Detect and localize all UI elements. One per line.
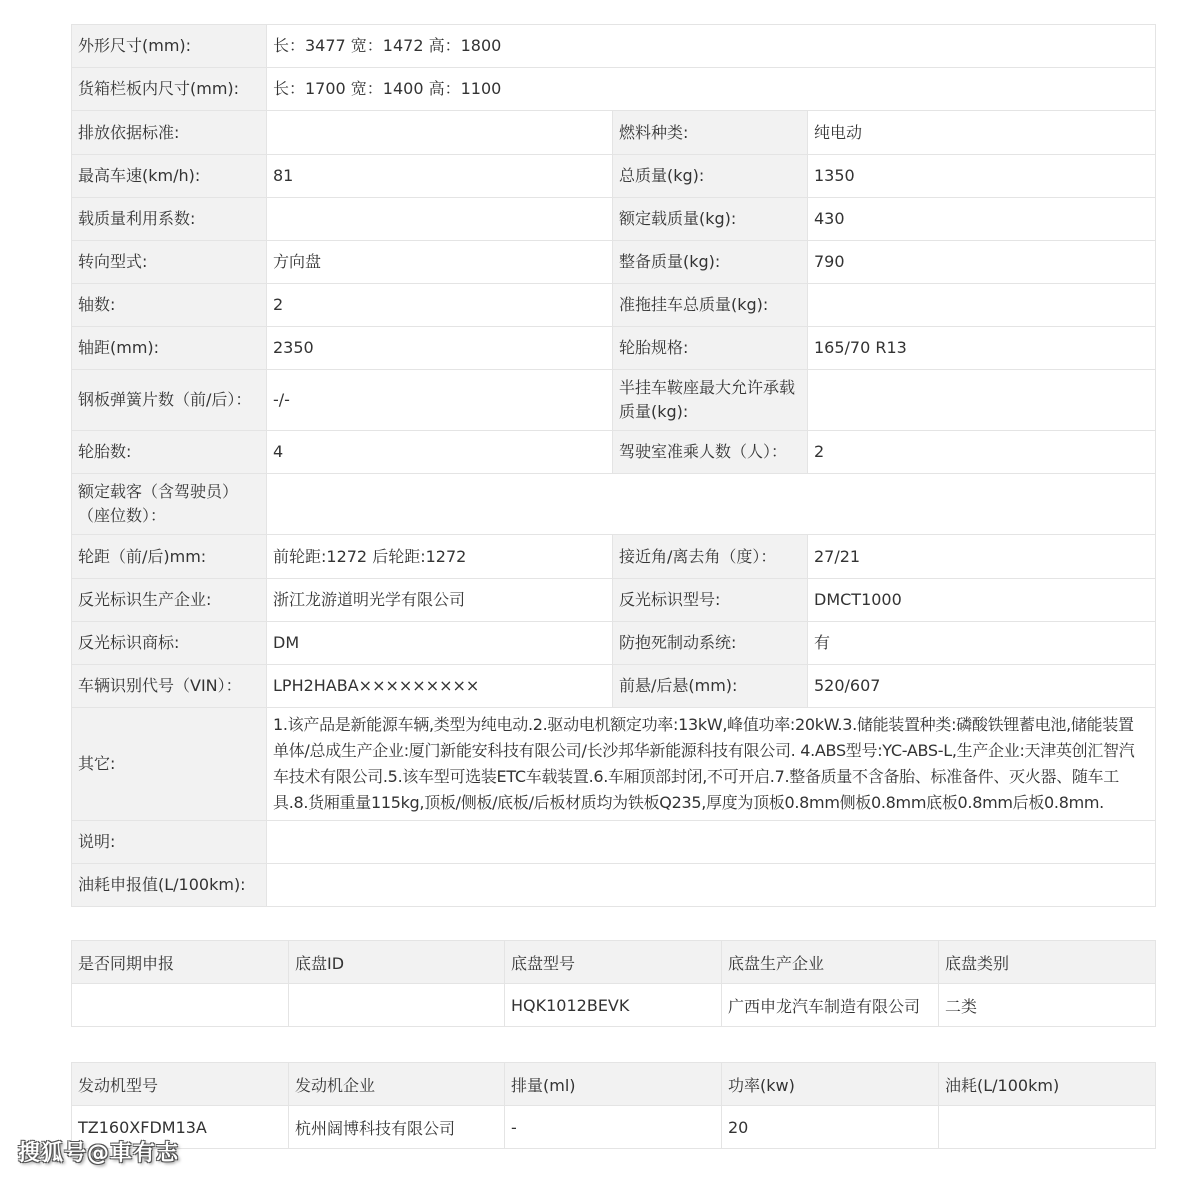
spec-row-steering-curb-mass bbox=[72, 241, 1156, 284]
spec-value bbox=[267, 111, 613, 155]
spec-value: LPH2HABA××××××××× bbox=[267, 665, 613, 708]
spec-value bbox=[808, 370, 1156, 431]
spec-label: 货箱栏板内尺寸(mm): bbox=[72, 68, 267, 111]
column-header: 是否同期申报 bbox=[72, 941, 289, 984]
table-cell: 广西申龙汽车制造有限公司 bbox=[722, 984, 939, 1027]
spec-value bbox=[267, 821, 1156, 864]
spec-value bbox=[267, 864, 1156, 907]
spec-value: 81 bbox=[267, 155, 613, 198]
spec-label: 额定载质量(kg): bbox=[613, 198, 808, 241]
spec-label: 其它: bbox=[72, 708, 267, 821]
spec-label: 前悬/后悬(mm): bbox=[613, 665, 808, 708]
spec-value: 520/607 bbox=[808, 665, 1156, 708]
spec-row-reflector-maker bbox=[72, 579, 1156, 622]
column-header: 底盘ID bbox=[289, 941, 505, 984]
spec-row-vin-overhang bbox=[72, 665, 1156, 708]
spec-row-wheelbase-tires bbox=[72, 327, 1156, 370]
spec-value: 27/21 bbox=[808, 535, 1156, 579]
table-cell bbox=[72, 984, 289, 1027]
spec-value: 790 bbox=[808, 241, 1156, 284]
spec-label: 油耗申报值(L/100km): bbox=[72, 864, 267, 907]
table-cell: 二类 bbox=[939, 984, 1156, 1027]
table-cell: 杭州阔博科技有限公司 bbox=[289, 1106, 505, 1149]
spec-value: DMCT1000 bbox=[808, 579, 1156, 622]
spec-value: 有 bbox=[808, 622, 1156, 665]
spec-value: 长：3477 宽：1472 高：1800 bbox=[267, 25, 1156, 68]
spec-label: 轮胎规格: bbox=[613, 327, 808, 370]
spec-label: 额定载客（含驾驶员）（座位数）： bbox=[72, 474, 267, 535]
spec-label: 半挂车鞍座最大允许承载质量(kg): bbox=[613, 370, 808, 431]
table-cell bbox=[289, 984, 505, 1027]
spec-value: 4 bbox=[267, 431, 613, 474]
vehicle-spec-table bbox=[71, 24, 1156, 907]
spec-value bbox=[267, 198, 613, 241]
column-header: 油耗(L/100km) bbox=[939, 1063, 1156, 1106]
watermark-text: 搜狐号@車有志 bbox=[18, 1141, 180, 1166]
spec-row-load-coefficient bbox=[72, 198, 1156, 241]
engine-data-row bbox=[72, 1106, 1156, 1149]
spec-row-speed-mass bbox=[72, 155, 1156, 198]
chassis-header-row bbox=[72, 941, 1156, 984]
chassis-data-row bbox=[72, 984, 1156, 1027]
spec-value: 2350 bbox=[267, 327, 613, 370]
spec-row-tires-seats bbox=[72, 431, 1156, 474]
spec-row-fuel-consumption bbox=[72, 864, 1156, 907]
column-header: 底盘类别 bbox=[939, 941, 1156, 984]
spec-label: 钢板弹簧片数（前/后）： bbox=[72, 370, 267, 431]
spec-value bbox=[808, 284, 1156, 327]
table-cell: HQK1012BEVK bbox=[505, 984, 722, 1027]
spec-row-track-angles bbox=[72, 535, 1156, 579]
spec-label: 驾驶室准乘人数（人）： bbox=[613, 431, 808, 474]
spec-row-cargo-box-dimensions bbox=[72, 68, 1156, 111]
spec-row-passengers bbox=[72, 474, 1156, 535]
spec-value: 长：1700 宽：1400 高：1100 bbox=[267, 68, 1156, 111]
spec-value: DM bbox=[267, 622, 613, 665]
engine-header-row bbox=[72, 1063, 1156, 1106]
spec-value: 2 bbox=[808, 431, 1156, 474]
column-header: 底盘型号 bbox=[505, 941, 722, 984]
spec-row-other bbox=[72, 708, 1156, 821]
spec-label: 载质量利用系数: bbox=[72, 198, 267, 241]
spec-label: 外形尺寸(mm): bbox=[72, 25, 267, 68]
column-header: 底盘生产企业 bbox=[722, 941, 939, 984]
table-cell: TZ160XFDM13A bbox=[72, 1106, 289, 1149]
spec-value: 方向盘 bbox=[267, 241, 613, 284]
spec-label: 燃料种类: bbox=[613, 111, 808, 155]
spec-value bbox=[267, 474, 1156, 535]
engine-table bbox=[71, 1062, 1156, 1149]
spec-row-springs-saddle bbox=[72, 370, 1156, 431]
spec-label: 轮胎数: bbox=[72, 431, 267, 474]
spec-label: 总质量(kg): bbox=[613, 155, 808, 198]
spec-label: 整备质量(kg): bbox=[613, 241, 808, 284]
spec-value: 430 bbox=[808, 198, 1156, 241]
table-cell: 20 bbox=[722, 1106, 939, 1149]
spec-label: 轮距（前/后)mm: bbox=[72, 535, 267, 579]
table-cell: - bbox=[505, 1106, 722, 1149]
column-header: 排量(ml) bbox=[505, 1063, 722, 1106]
spec-row-reflector-brand-abs bbox=[72, 622, 1156, 665]
spec-value: 2 bbox=[267, 284, 613, 327]
spec-value-other-notes: 1.该产品是新能源车辆,类型为纯电动.2.驱动电机额定功率:13kW,峰值功率:20kW.3.储能装置种类:磷酸铁锂蓄电池,储能装置单体/总成生产企业:厦门新能安科技有限公司/长沙邦华新能源科技有限公司. 4.ABS型号:YC-ABS-L,生产企业:天津英创汇智汽车技术有限公司.5.该车型可选装ETC车载装置.6.车厢顶部封闭,不可开启.7.整备质量不含备胎、标准备件、灭火器、随车工具.8.货厢重量115kg,顶板/侧板/底板/后板材质均为铁板Q235,厚度为顶板0.8mm侧板0.8mm底板0.8mm后板0.8mm. bbox=[267, 708, 1156, 821]
spec-label: 排放依据标准: bbox=[72, 111, 267, 155]
spec-label: 反光标识商标: bbox=[72, 622, 267, 665]
spec-label: 轴数: bbox=[72, 284, 267, 327]
column-header: 发动机企业 bbox=[289, 1063, 505, 1106]
spec-row-remarks bbox=[72, 821, 1156, 864]
spec-label: 车辆识别代号（VIN）： bbox=[72, 665, 267, 708]
spec-value: 165/70 R13 bbox=[808, 327, 1156, 370]
spec-label: 反光标识生产企业: bbox=[72, 579, 267, 622]
column-header: 功率(kw) bbox=[722, 1063, 939, 1106]
spec-value: 1350 bbox=[808, 155, 1156, 198]
spec-label: 轴距(mm): bbox=[72, 327, 267, 370]
spec-label: 接近角/离去角（度）： bbox=[613, 535, 808, 579]
spec-label: 反光标识型号: bbox=[613, 579, 808, 622]
spec-label: 最高车速(km/h): bbox=[72, 155, 267, 198]
spec-label: 说明: bbox=[72, 821, 267, 864]
spec-value: 浙江龙游道明光学有限公司 bbox=[267, 579, 613, 622]
spec-label: 防抱死制动系统: bbox=[613, 622, 808, 665]
spec-value: 前轮距:1272 后轮距:1272 bbox=[267, 535, 613, 579]
spec-row-emission-fuel bbox=[72, 111, 1156, 155]
column-header: 发动机型号 bbox=[72, 1063, 289, 1106]
spec-row-axles-trailer bbox=[72, 284, 1156, 327]
spec-label: 准拖挂车总质量(kg): bbox=[613, 284, 808, 327]
spec-value: 纯电动 bbox=[808, 111, 1156, 155]
spec-row-dimensions bbox=[72, 25, 1156, 68]
chassis-table bbox=[71, 940, 1156, 1027]
table-cell bbox=[939, 1106, 1156, 1149]
spec-value: -/- bbox=[267, 370, 613, 431]
spec-label: 转向型式: bbox=[72, 241, 267, 284]
